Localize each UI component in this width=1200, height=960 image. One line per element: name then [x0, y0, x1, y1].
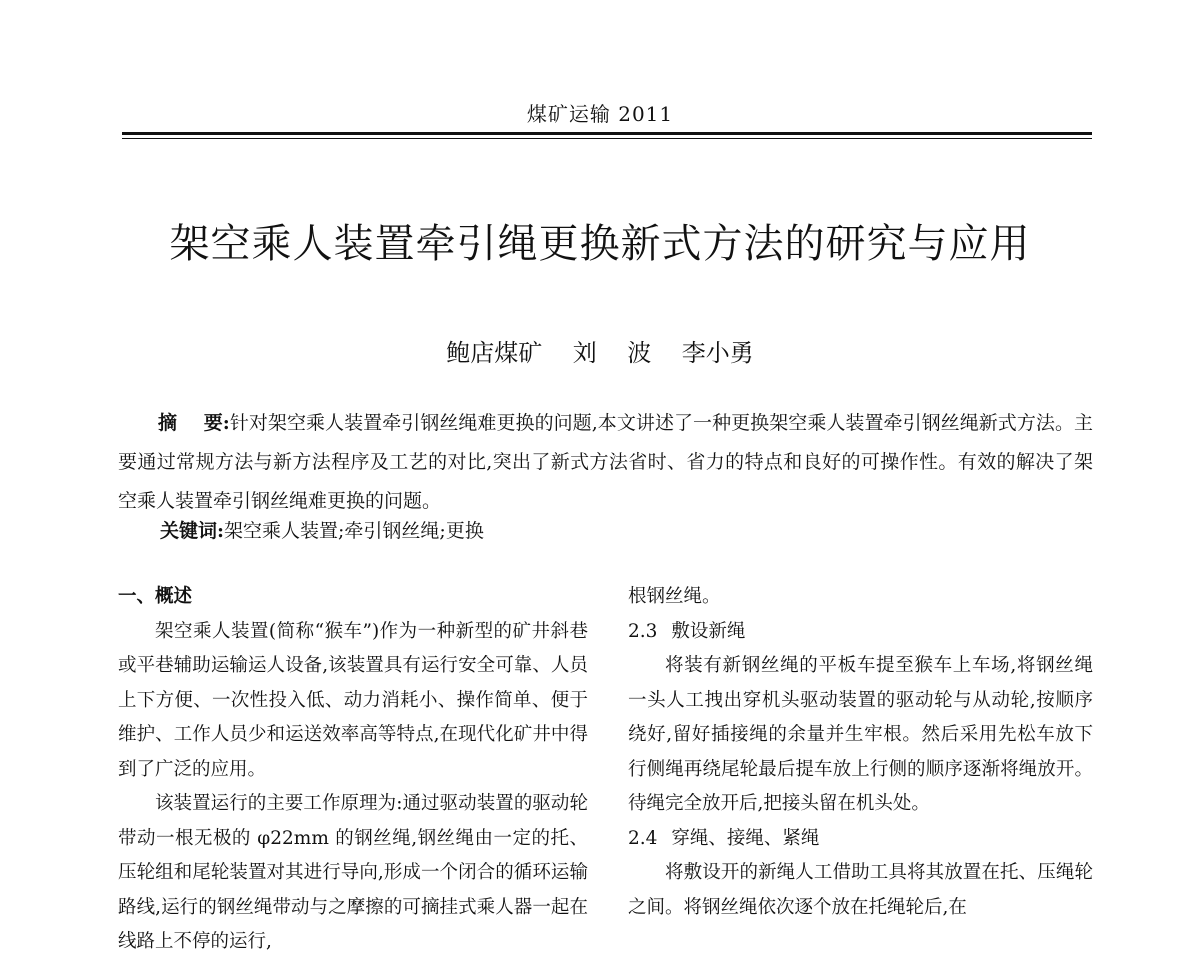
section-heading-overview: 一、概述 — [118, 586, 193, 607]
section-number-2-4: 2.4 — [628, 827, 658, 849]
section-heading-2-4 — [628, 822, 1093, 857]
paper-authors: 鲍店煤矿 刘 波 李小勇 — [446, 339, 754, 367]
section-2-4-paragraph: 将敷设开的新绳人工借助工具将其放置在托、压绳轮之间。将钢丝绳依次逐个放在托绳轮后,在 — [628, 862, 1093, 918]
header-rule-thick — [122, 132, 1092, 135]
keywords — [160, 512, 484, 551]
section-2-3-paragraph: 将装有新钢丝绳的平板车提至猴车上车场,将钢丝绳一头人工拽出穿机头驱动装置的驱动轮与从动轮,按顺序绕好,留好插接绳的余量并生牢根。然后采用先松车放下行侧绳再绕尾轮最后提车放上行侧的顺序逐渐将绳放开。待绳完全放开后,把接头留在机头处。 — [628, 655, 1093, 814]
keywords-text: 架空乘人装置;牵引钢丝绳;更换 — [224, 520, 484, 542]
section-heading-2-3 — [628, 615, 1093, 650]
section-number-2-3: 2.3 — [628, 620, 658, 642]
abstract-label: 摘 要: — [158, 412, 230, 434]
abstract — [118, 404, 1093, 521]
overview-paragraph-1: 架空乘人装置(简称“猴车”)作为一种新型的矿井斜巷或平巷辅助运输运人设备,该装置具有运行安全可靠、人员上下方便、一次性投入低、动力消耗小、操作简单、便于维护、工作人员少和运送效率高等特点,在现代化矿井中得到了广泛的应用。 — [118, 620, 588, 780]
section-title-2-4: 穿绳、接绳、紧绳 — [671, 827, 820, 849]
abstract-text: 针对架空乘人装置牵引钢丝绳难更换的问题,本文讲述了一种更换架空乘人装置牵引钢丝绳新式方法。主要通过常规方法与新方法程序及工艺的对比,突出了新式方法省时、省力的特点和良好的可操作性。有效的解决了架空乘人装置牵引钢丝绳难更换的问题。 — [118, 412, 1093, 512]
header-rule-thin — [122, 138, 1092, 139]
continued-text: 根钢丝绳。 — [628, 586, 721, 607]
section-title-2-3: 敷设新绳 — [671, 620, 746, 642]
paper-title: 架空乘人装置牵引绳更换新式方法的研究与应用 — [169, 221, 1031, 267]
keywords-label: 关键词: — [160, 520, 225, 542]
overview-paragraph-2: 该装置运行的主要工作原理为:通过驱动装置的驱动轮带动一根无极的 φ22mm 的钢丝绳,钢丝绳由一定的托、压轮组和尾轮装置对其进行导向,形成一个闭合的循环运输路线,运行的钢丝绳带动与之摩擦的可摘挂式乘人器一起在线路上不停的运行, — [118, 793, 588, 952]
left-column — [118, 580, 588, 960]
right-column — [628, 580, 1093, 925]
running-header: 煤矿运输 2011 — [526, 102, 674, 126]
